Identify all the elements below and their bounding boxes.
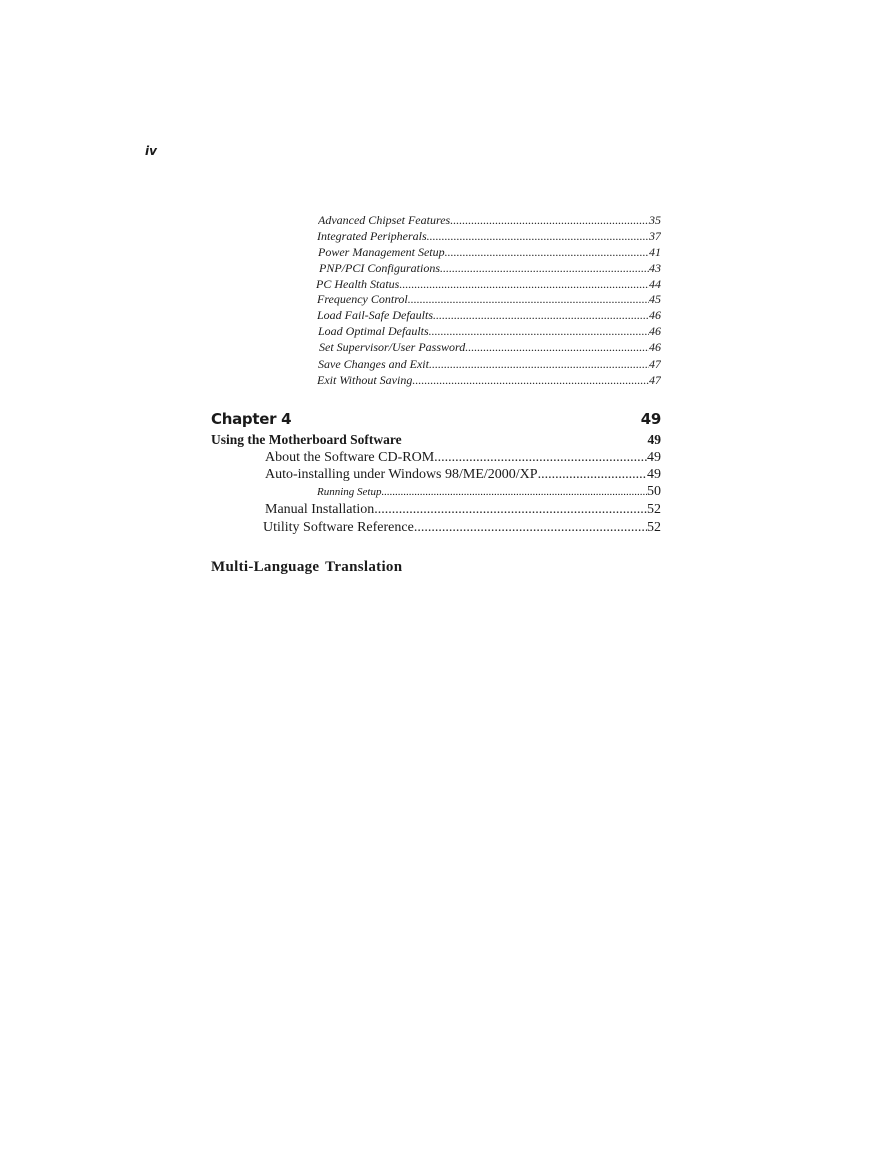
toc-entry-page: 35 — [649, 213, 661, 227]
toc-entry-title: Integrated Peripherals — [317, 229, 427, 243]
dot-leader — [440, 260, 649, 276]
toc-entry-power-management-setup[interactable] — [318, 244, 661, 260]
chapter-label: Chapter 4 — [211, 410, 292, 428]
dot-leader — [414, 518, 647, 537]
section-title: Using the Motherboard Software — [211, 432, 402, 447]
toc-entry-title: Utility Software Reference — [263, 520, 414, 535]
toc-entry-title: Manual Installation — [265, 502, 375, 517]
toc-entry-title: Frequency Control — [317, 292, 408, 306]
toc-entry-running-setup[interactable] — [317, 484, 661, 500]
dot-leader — [538, 465, 647, 484]
toc-entry-title: About the Software CD-ROM — [265, 450, 435, 465]
toc-entry-title: Running Setup — [317, 486, 382, 498]
dot-leader — [450, 212, 649, 228]
page-number: iv — [145, 144, 157, 158]
dot-leader — [429, 323, 649, 339]
section-page: 49 — [647, 432, 661, 447]
toc-entry-pnp-pci-configurations[interactable] — [319, 260, 661, 276]
dot-leader — [433, 307, 649, 323]
toc-entry-page: 46 — [649, 324, 661, 338]
toc-entry-title: Exit Without Saving — [317, 373, 413, 387]
toc-entry-title: Power Management Setup — [318, 245, 445, 259]
toc-entry-page: 41 — [649, 245, 661, 259]
toc-entry-manual-installation[interactable] — [265, 500, 661, 519]
toc-entry-page: 52 — [647, 520, 661, 535]
toc-entry-load-optimal-defaults[interactable] — [318, 323, 661, 339]
toc-entry-page: 52 — [647, 502, 661, 517]
toc-entry-frequency-control[interactable] — [317, 291, 661, 307]
toc-entry-title: Save Changes and Exit — [318, 357, 429, 371]
toc-entry-page: 43 — [649, 261, 661, 275]
dot-leader — [445, 244, 649, 260]
toc-entry-advanced-chipset-features[interactable] — [318, 212, 661, 228]
dot-leader — [374, 500, 647, 519]
toc-entry-page: 46 — [649, 308, 661, 322]
toc-entry-title: Set Supervisor/User Password — [319, 340, 466, 354]
chapter-page: 49 — [640, 410, 661, 428]
toc-entry-page: 47 — [649, 373, 661, 387]
toc-entry-pc-health-status[interactable] — [316, 276, 661, 292]
toc-entry-load-fail-safe-defaults[interactable] — [317, 307, 661, 323]
toc-entry-page: 49 — [647, 450, 661, 465]
toc-entry-page: 50 — [647, 484, 661, 499]
dot-leader — [465, 339, 649, 355]
toc-entry-title: Load Fail-Safe Defaults — [317, 308, 433, 322]
toc-entry-utility-software-reference[interactable] — [263, 518, 661, 537]
toc-entry-page: 44 — [649, 277, 661, 291]
toc-entry-save-changes-and-exit[interactable] — [318, 356, 661, 372]
toc-entry-page: 47 — [649, 357, 661, 371]
chapter-heading[interactable] — [211, 409, 661, 429]
dot-leader — [412, 372, 649, 388]
dot-leader — [381, 484, 647, 500]
toc-entry-title: Advanced Chipset Features — [318, 213, 451, 227]
dot-leader — [427, 228, 649, 244]
dot-leader — [399, 276, 649, 292]
toc-entry-page: 46 — [649, 340, 661, 354]
toc-entry-title: Load Optimal Defaults — [318, 324, 429, 338]
multi-language-heading[interactable]: Multi-Language Translation — [211, 559, 403, 575]
toc-entry-exit-without-saving[interactable] — [317, 372, 661, 388]
toc-entry-set-supervisor-user-password[interactable] — [319, 339, 661, 355]
toc-entry-page: 49 — [647, 467, 661, 482]
dot-leader — [429, 356, 649, 372]
toc-entry-title: PC Health Status — [316, 277, 400, 291]
toc-entry-auto-installing[interactable] — [265, 465, 661, 484]
section-heading[interactable] — [211, 430, 661, 449]
dot-leader — [408, 291, 649, 307]
toc-entry-integrated-peripherals[interactable] — [317, 228, 661, 244]
toc-entry-page: 45 — [649, 292, 661, 306]
toc-entry-title: PNP/PCI Configurations — [319, 261, 441, 275]
toc-entry-title: Auto-installing under Windows 98/ME/2000/XP — [265, 467, 538, 482]
toc-entry-page: 37 — [649, 229, 661, 243]
